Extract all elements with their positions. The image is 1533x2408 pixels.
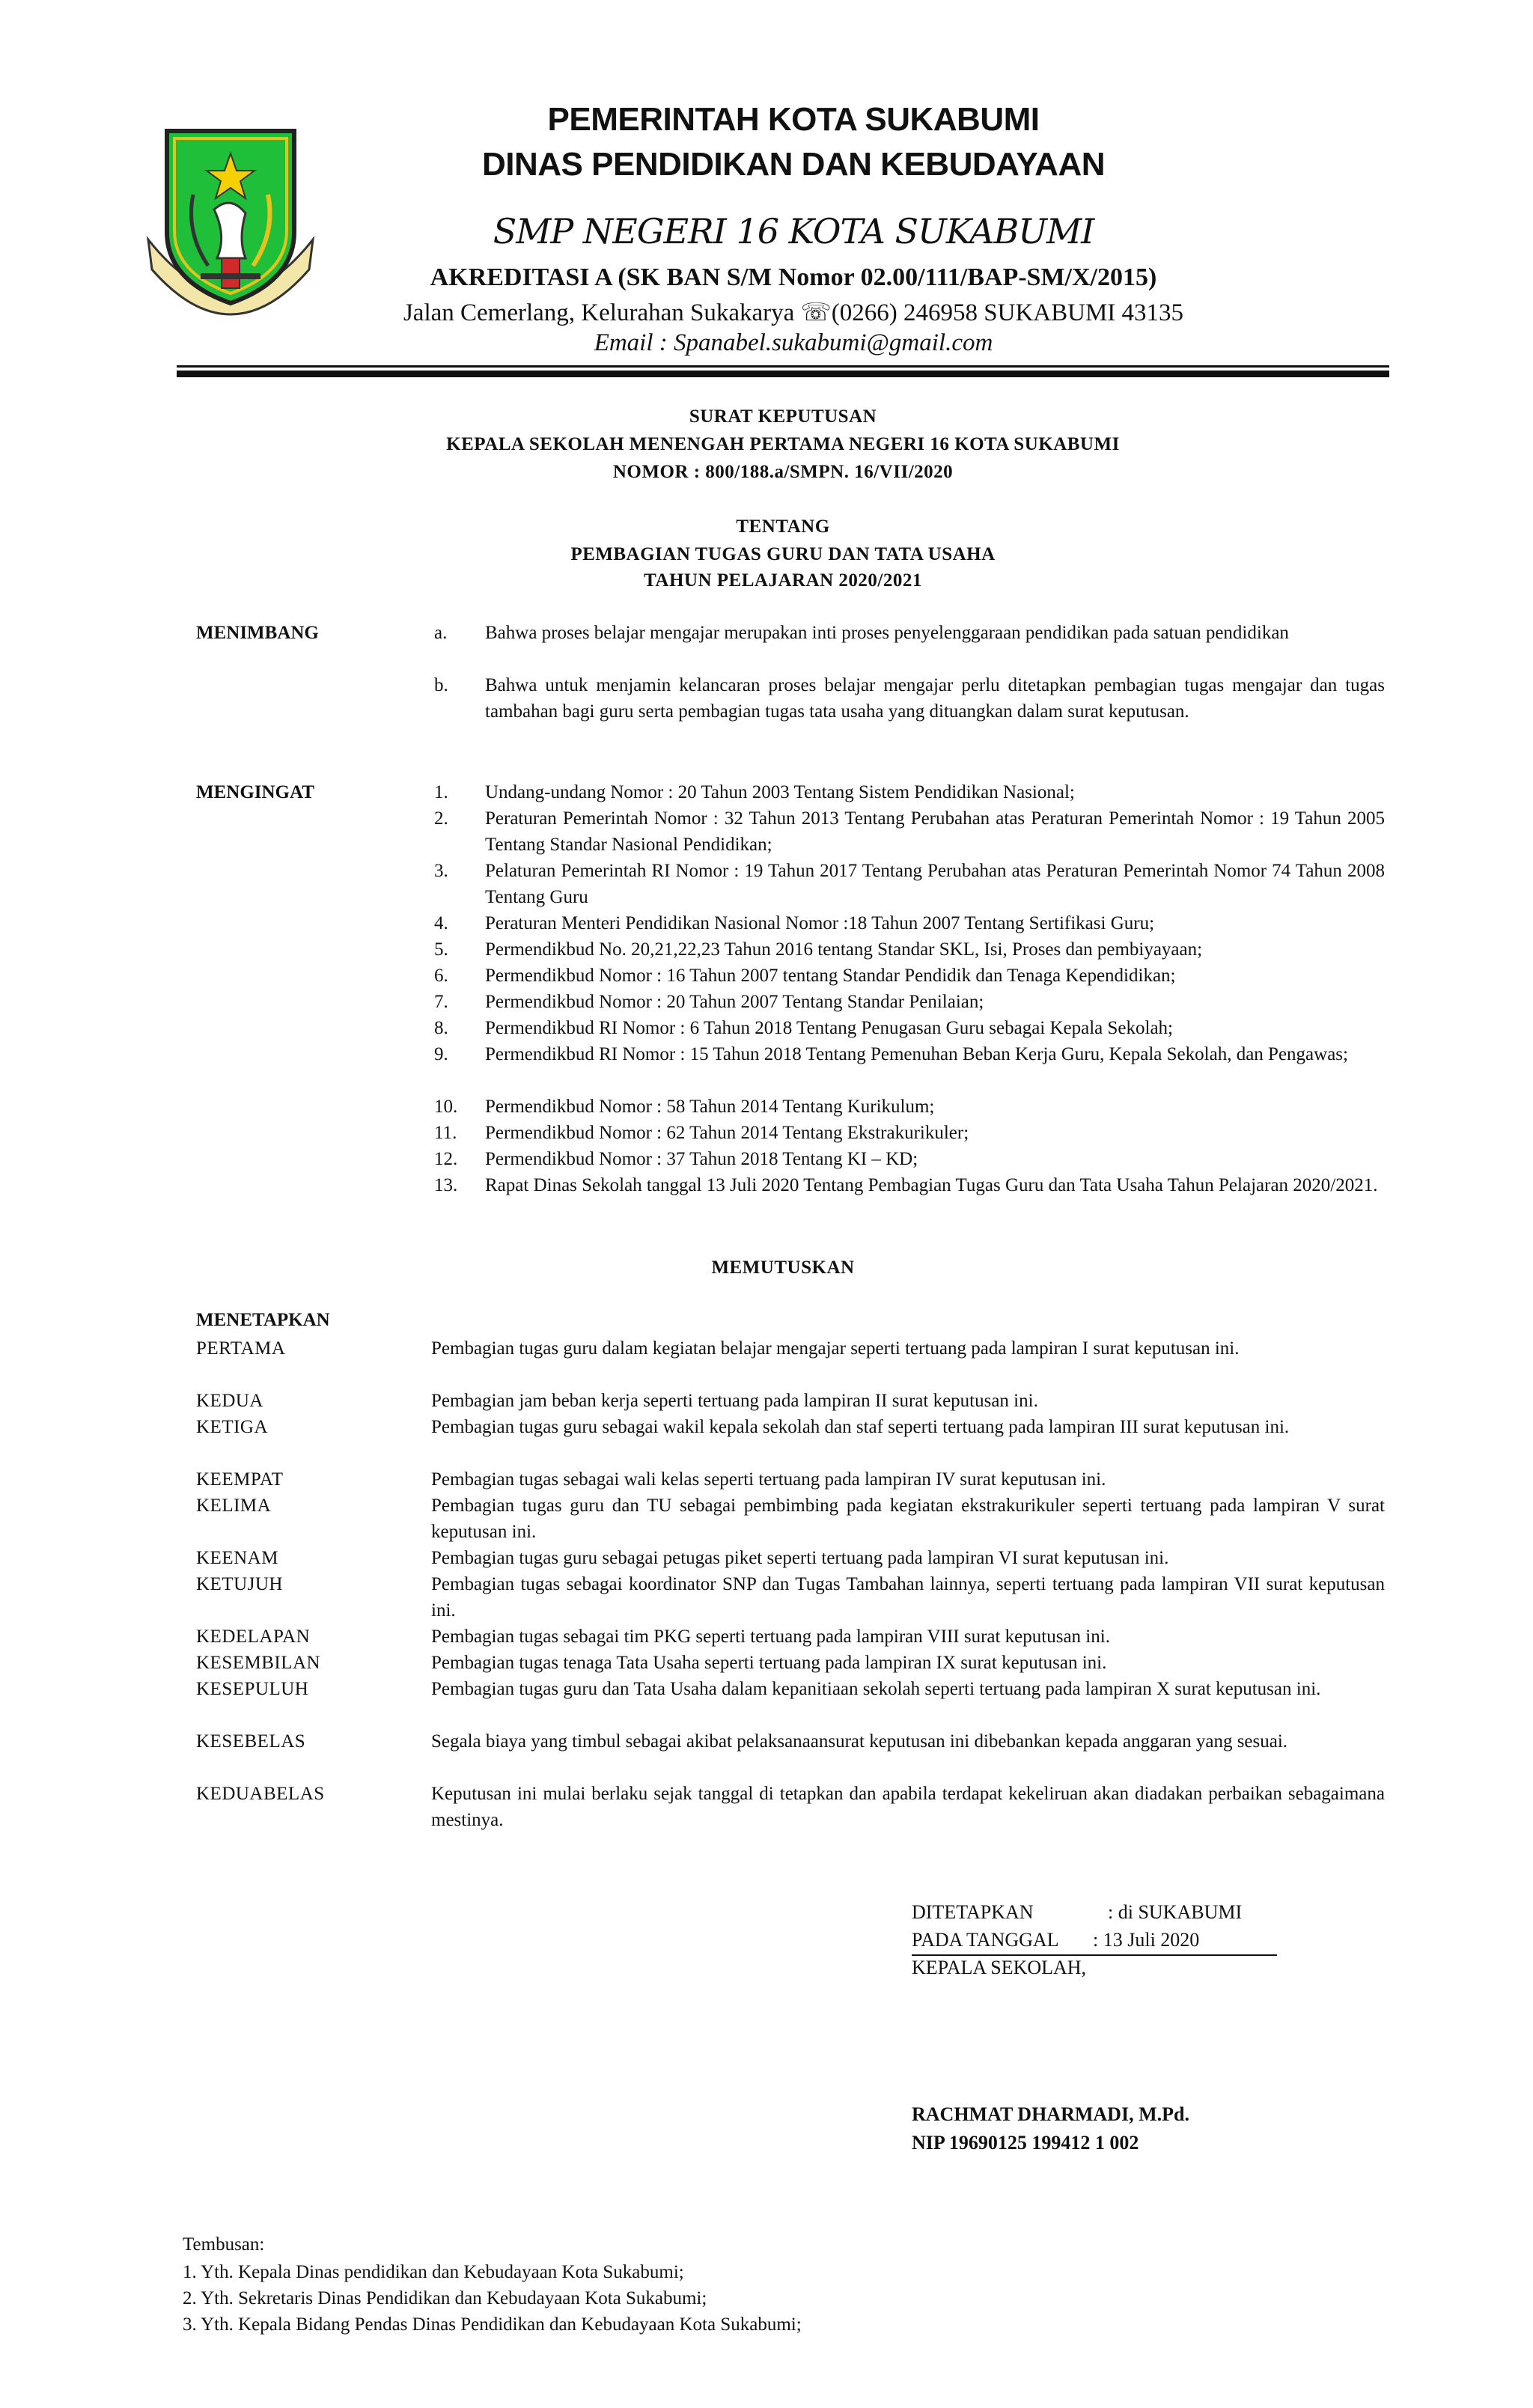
date-underline: [912, 1954, 1277, 1956]
menimbang-item: Bahwa proses belajar mengajar merupakan inti proses penyelenggaraan pendidikan pada satuan pendidikan: [485, 623, 1289, 643]
mengingat-num: 9.: [434, 1044, 448, 1064]
diktum-label: KESEPULUH: [196, 1679, 309, 1699]
doc-subject: PEMBAGIAN TUGAS GURU DAN TATA USAHA: [570, 544, 996, 564]
mengingat-item: Pelaturan Pemerintah RI Nomor : 19 Tahun 2017 Tentang Perubahan atas Peraturan Pemerintah Nomor 74 Tahun 2008 Tentang Guru: [485, 861, 1385, 907]
diktum-label: KESEBELAS: [196, 1731, 306, 1752]
mengingat-item: Permendikbud RI Nomor : 15 Tahun 2018 Tentang Pemenuhan Beban Kerja Guru, Kepala Sekolah, dan Pengawas;: [485, 1044, 1348, 1064]
menimbang-num: a.: [434, 623, 448, 643]
memutuskan-heading: MEMUTUSKAN: [711, 1258, 855, 1278]
tanggal-value: : 13 Juli 2020: [1093, 1929, 1200, 1951]
mengingat-num: 10.: [434, 1097, 458, 1117]
doc-number: NOMOR : 800/188.a/SMPN. 16/VII/2020: [612, 462, 954, 482]
mengingat-item: Permendikbud Nomor : 16 Tahun 2007 tentang Standar Pendidik dan Tenaga Kependidikan;: [485, 966, 1176, 986]
mengingat-num: 13.: [434, 1175, 458, 1195]
diktum-label: KEDUA: [196, 1391, 263, 1411]
mengingat-num: 12.: [434, 1149, 458, 1169]
mengingat-label: MENGINGAT: [196, 782, 314, 802]
mengingat-item: Permendikbud Nomor : 58 Tahun 2014 Tentang Kurikulum;: [485, 1097, 935, 1117]
mengingat-item: Permendikbud Nomor : 37 Tahun 2018 Tentang KI – KD;: [485, 1149, 918, 1169]
mengingat-num: 1.: [434, 782, 448, 802]
diktum-text: Pembagian tugas sebagai koordinator SNP dan Tugas Tambahan lainnya, seperti tertuang pada lampiran VII surat keputusan ini.: [431, 1574, 1385, 1621]
tembusan-label: Tembusan:: [183, 2234, 265, 2255]
mengingat-num: 2.: [434, 808, 448, 829]
mengingat-num: 3.: [434, 861, 448, 881]
mengingat-item: Undang-undang Nomor : 20 Tahun 2003 Tentang Sistem Pendidikan Nasional;: [485, 782, 1075, 802]
tanggal-label: PADA TANGGAL: [912, 1929, 1059, 1951]
mengingat-item: Permendikbud Nomor : 20 Tahun 2007 Tentang Standar Penilaian;: [485, 992, 984, 1012]
government-name: PEMERINTAH KOTA SUKABUMI: [547, 101, 1040, 138]
mengingat-item: Rapat Dinas Sekolah tanggal 13 Juli 2020 Tentang Pembagian Tugas Guru dan Tata Usaha Tahun Pelajaran 2020/2021.: [485, 1175, 1378, 1195]
diktum-text: Segala biaya yang timbul sebagai akibat pelaksanaansurat keputusan ini dibebankan kepada anggaran yang sesuai.: [431, 1731, 1288, 1752]
doc-type: SURAT KEPUTUSAN: [689, 406, 877, 427]
diktum-label: KEDUABELAS: [196, 1784, 325, 1804]
diktum-label: KEEMPAT: [196, 1469, 284, 1490]
diktum-label: KEENAM: [196, 1548, 278, 1568]
diktum-label: KEDELAPAN: [196, 1627, 311, 1647]
header-rule-thick: [177, 371, 1389, 377]
tembusan-item: 2. Yth. Sekretaris Dinas Pendidikan dan Kebudayaan Kota Sukabumi;: [183, 2288, 707, 2308]
header-rule-thin: [177, 365, 1389, 368]
mengingat-item: Permendikbud RI Nomor : 6 Tahun 2018 Tentang Penugasan Guru sebagai Kepala Sekolah;: [485, 1018, 1174, 1038]
diktum-text: Pembagian tugas guru dan Tata Usaha dalam kepanitiaan sekolah seperti tertuang pada lampiran X surat keputusan ini.: [431, 1679, 1321, 1699]
doc-issuer: KEPALA SEKOLAH MENENGAH PERTAMA NEGERI 16 KOTA SUKABUMI: [446, 434, 1120, 454]
menimbang-label: MENIMBANG: [196, 623, 319, 643]
mengingat-item: Peraturan Menteri Pendidikan Nasional Nomor :18 Tahun 2007 Tentang Sertifikasi Guru;: [485, 913, 1155, 933]
diktum-label: KETIGA: [196, 1417, 269, 1437]
doc-tentang: TENTANG: [736, 516, 830, 537]
diktum-label: PERTAMA: [196, 1338, 286, 1359]
address: Jalan Cemerlang, Kelurahan Sukakarya ☏(0266) 246958 SUKABUMI 43135: [403, 299, 1184, 326]
mengingat-item: Permendikbud No. 20,21,22,23 Tahun 2016 tentang Standar SKL, Isi, Proses dan pembiyayaan;: [485, 939, 1203, 960]
email: Email : Spanabel.sukabumi@gmail.com: [594, 329, 993, 356]
diktum-label: KETUJUH: [196, 1574, 283, 1594]
diktum-text: Pembagian jam beban kerja seperti tertuang pada lampiran II surat keputusan ini.: [431, 1391, 1038, 1411]
mengingat-item: Peraturan Pemerintah Nomor : 32 Tahun 2013 Tentang Perubahan atas Peraturan Pemerintah Nomor : 19 Tahun 2005 Tentang Standar Nasional Pendidikan;: [485, 808, 1385, 855]
ditetapkan-label: DITETAPKAN: [912, 1901, 1034, 1923]
menimbang-item: Bahwa untuk menjamin kelancaran proses belajar mengajar perlu ditetapkan pembagian tugas mengajar dan tugas tambahan bagi guru serta pembagian tugas tata usaha yang dituangkan dalam surat keputusan.: [485, 675, 1385, 722]
diktum-label: KESEMBILAN: [196, 1653, 321, 1673]
mengingat-num: 5.: [434, 939, 448, 960]
signer-name: RACHMAT DHARMADI, M.Pd.: [912, 2103, 1189, 2125]
mengingat-num: 7.: [434, 992, 448, 1012]
diktum-text: Pembagian tugas guru dan TU sebagai pembimbing pada kegiatan ekstrakurikuler seperti tertuang pada lampiran V surat keputusan ini.: [431, 1496, 1385, 1542]
menetapkan-label: MENETAPKAN: [196, 1310, 330, 1330]
agency-name: DINAS PENDIDIKAN DAN KEBUDAYAAN: [481, 146, 1105, 183]
tembusan-item: 1. Yth. Kepala Dinas pendidikan dan Kebudayaan Kota Sukabumi;: [183, 2262, 684, 2282]
mengingat-num: 4.: [434, 913, 448, 933]
mengingat-num: 8.: [434, 1018, 448, 1038]
diktum-text: Pembagian tugas guru dalam kegiatan belajar mengajar seperti tertuang pada lampiran I surat keputusan ini.: [431, 1338, 1240, 1359]
diktum-label: KELIMA: [196, 1496, 272, 1516]
diktum-text: Pembagian tugas sebagai wali kelas seperti tertuang pada lampiran IV surat keputusan ini.: [431, 1469, 1106, 1490]
signer-position: KEPALA SEKOLAH,: [912, 1957, 1087, 1978]
diktum-text: Pembagian tugas sebagai tim PKG seperti tertuang pada lampiran VIII surat keputusan ini.: [431, 1627, 1110, 1647]
accreditation: AKREDITASI A (SK BAN S/M Nomor 02.00/111/BAP-SM/X/2015): [430, 263, 1157, 291]
ditetapkan-value: : di SUKABUMI: [1108, 1901, 1243, 1923]
mengingat-num: 11.: [434, 1123, 457, 1143]
signer-nip: NIP 19690125 199412 1 002: [912, 2132, 1139, 2154]
diktum-text: Pembagian tugas guru sebagai petugas piket seperti tertuang pada lampiran VI surat keputusan ini.: [431, 1548, 1169, 1568]
tembusan-item: 3. Yth. Kepala Bidang Pendas Dinas Pendidikan dan Kebudayaan Kota Sukabumi;: [183, 2314, 802, 2335]
doc-year: TAHUN PELAJARAN 2020/2021: [644, 570, 922, 591]
diktum-text: Pembagian tugas guru sebagai wakil kepala sekolah dan staf seperti tertuang pada lampiran III surat keputusan ini.: [431, 1417, 1290, 1437]
menimbang-num: b.: [434, 675, 448, 695]
city-emblem-logo: [133, 120, 328, 322]
mengingat-item: Permendikbud Nomor : 62 Tahun 2014 Tentang Ekstrakurikuler;: [485, 1123, 969, 1143]
diktum-text: Keputusan ini mulai berlaku sejak tanggal di tetapkan dan apabila terdapat kekeliruan akan diadakan perbaikan sebagaimana mestinya.: [431, 1784, 1385, 1830]
diktum-text: Pembagian tugas tenaga Tata Usaha seperti tertuang pada lampiran IX surat keputusan ini.: [431, 1653, 1107, 1673]
school-name: SMP NEGERI 16 KOTA SUKABUMI: [493, 211, 1094, 252]
mengingat-num: 6.: [434, 966, 448, 986]
